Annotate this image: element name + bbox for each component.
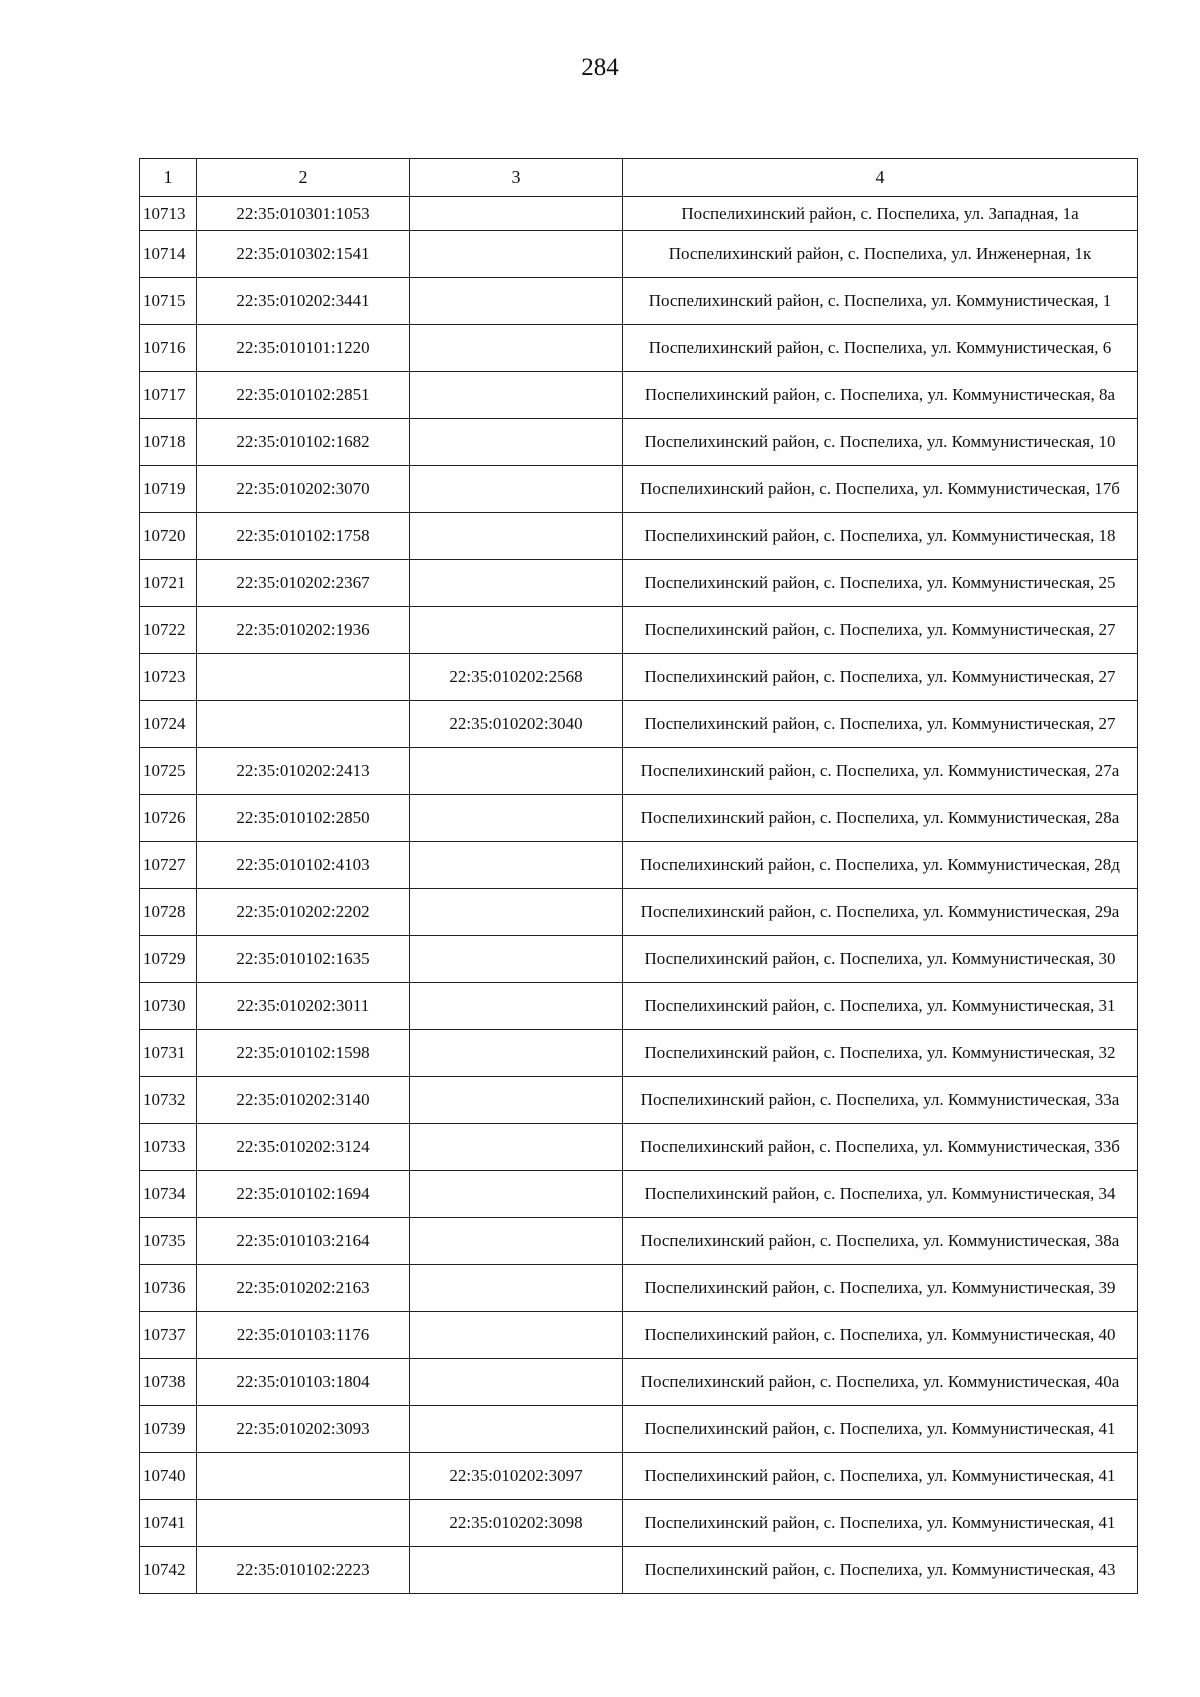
table-row (140, 372, 1138, 419)
address-cell: Поспелихинский район, с. Поспелиха, ул. Коммунистическая, 27 (623, 607, 1138, 654)
cadastral-number-cell: 22:35:010202:2202 (197, 889, 410, 936)
cadastral-number-cell: 22:35:010103:1176 (197, 1312, 410, 1359)
cadastral-number-alt-cell (410, 278, 623, 325)
cadastral-number-alt-cell (410, 842, 623, 889)
row-number-cell: 10738 (140, 1359, 197, 1406)
row-number-cell: 10732 (140, 1077, 197, 1124)
cadastral-number-cell: 22:35:010102:1694 (197, 1171, 410, 1218)
table-row (140, 1500, 1138, 1547)
table-row (140, 1406, 1138, 1453)
cadastral-number-cell (197, 654, 410, 701)
row-number-cell: 10731 (140, 1030, 197, 1077)
cadastral-number-alt-cell (410, 466, 623, 513)
table-row (140, 701, 1138, 748)
cadastral-number-cell: 22:35:010202:3124 (197, 1124, 410, 1171)
row-number-cell: 10727 (140, 842, 197, 889)
cadastral-number-cell: 22:35:010301:1053 (197, 197, 410, 231)
cadastral-number-cell: 22:35:010102:2851 (197, 372, 410, 419)
row-number-cell: 10742 (140, 1547, 197, 1594)
column-header-1: 1 (140, 159, 197, 197)
address-cell: Поспелихинский район, с. Поспелиха, ул. Коммунистическая, 28а (623, 795, 1138, 842)
cadastral-number-alt-cell (410, 1547, 623, 1594)
table-row (140, 513, 1138, 560)
cadastral-number-alt-cell (410, 513, 623, 560)
address-cell: Поспелихинский район, с. Поспелиха, ул. Коммунистическая, 28д (623, 842, 1138, 889)
row-number-cell: 10734 (140, 1171, 197, 1218)
cadastral-number-cell: 22:35:010202:3093 (197, 1406, 410, 1453)
address-cell: Поспелихинский район, с. Поспелиха, ул. Коммунистическая, 33б (623, 1124, 1138, 1171)
cadastral-number-alt-cell (410, 607, 623, 654)
address-cell: Поспелихинский район, с. Поспелиха, ул. Коммунистическая, 31 (623, 983, 1138, 1030)
address-cell: Поспелихинский район, с. Поспелиха, ул. Коммунистическая, 41 (623, 1453, 1138, 1500)
address-cell: Поспелихинский район, с. Поспелиха, ул. Коммунистическая, 27а (623, 748, 1138, 795)
address-cell: Поспелихинский район, с. Поспелиха, ул. Коммунистическая, 41 (623, 1500, 1138, 1547)
row-number-cell: 10723 (140, 654, 197, 701)
row-number-cell: 10741 (140, 1500, 197, 1547)
table-row (140, 419, 1138, 466)
row-number-cell: 10739 (140, 1406, 197, 1453)
table-row (140, 936, 1138, 983)
address-cell: Поспелихинский район, с. Поспелиха, ул. Коммунистическая, 40 (623, 1312, 1138, 1359)
row-number-cell: 10724 (140, 701, 197, 748)
address-cell: Поспелихинский район, с. Поспелиха, ул. Коммунистическая, 41 (623, 1406, 1138, 1453)
address-cell: Поспелихинский район, с. Поспелиха, ул. Коммунистическая, 25 (623, 560, 1138, 607)
address-cell: Поспелихинский район, с. Поспелиха, ул. Коммунистическая, 38а (623, 1218, 1138, 1265)
cadastral-number-alt-cell (410, 419, 623, 466)
cadastral-number-alt-cell (410, 372, 623, 419)
cadastral-number-cell: 22:35:010101:1220 (197, 325, 410, 372)
address-cell: Поспелихинский район, с. Поспелиха, ул. Коммунистическая, 27 (623, 701, 1138, 748)
cadastral-number-cell: 22:35:010202:3441 (197, 278, 410, 325)
cadastral-number-alt-cell (410, 1312, 623, 1359)
address-cell: Поспелихинский район, с. Поспелиха, ул. Коммунистическая, 43 (623, 1547, 1138, 1594)
row-number-cell: 10719 (140, 466, 197, 513)
cadastral-number-cell: 22:35:010102:2850 (197, 795, 410, 842)
cadastral-number-alt-cell (410, 325, 623, 372)
cadastral-number-cell: 22:35:010102:1682 (197, 419, 410, 466)
cadastral-number-cell: 22:35:010102:4103 (197, 842, 410, 889)
row-number-cell: 10735 (140, 1218, 197, 1265)
address-cell: Поспелихинский район, с. Поспелиха, ул. Коммунистическая, 27 (623, 654, 1138, 701)
cadastral-number-alt-cell (410, 748, 623, 795)
cadastral-number-cell: 22:35:010202:3140 (197, 1077, 410, 1124)
row-number-cell: 10725 (140, 748, 197, 795)
row-number-cell: 10715 (140, 278, 197, 325)
cadastral-number-alt-cell (410, 560, 623, 607)
row-number-cell: 10713 (140, 197, 197, 231)
table-row (140, 1453, 1138, 1500)
table-row (140, 560, 1138, 607)
address-cell: Поспелихинский район, с. Поспелиха, ул. Коммунистическая, 30 (623, 936, 1138, 983)
row-number-cell: 10729 (140, 936, 197, 983)
table-row (140, 278, 1138, 325)
cadastral-number-alt-cell (410, 889, 623, 936)
table-row (140, 983, 1138, 1030)
row-number-cell: 10726 (140, 795, 197, 842)
table-row (140, 748, 1138, 795)
cadastral-number-cell: 22:35:010103:2164 (197, 1218, 410, 1265)
address-cell: Поспелихинский район, с. Поспелиха, ул. Коммунистическая, 29а (623, 889, 1138, 936)
table-row (140, 795, 1138, 842)
row-number-cell: 10721 (140, 560, 197, 607)
row-number-cell: 10730 (140, 983, 197, 1030)
address-cell: Поспелихинский район, с. Поспелиха, ул. Коммунистическая, 8а (623, 372, 1138, 419)
row-number-cell: 10737 (140, 1312, 197, 1359)
cadastral-number-alt-cell (410, 1077, 623, 1124)
page-number: 284 (581, 54, 619, 81)
row-number-cell: 10740 (140, 1453, 197, 1500)
cadastral-number-alt-cell (410, 231, 623, 278)
row-number-cell: 10717 (140, 372, 197, 419)
cadastral-number-alt-cell (410, 1124, 623, 1171)
cadastral-number-cell: 22:35:010102:1758 (197, 513, 410, 560)
cadastral-number-alt-cell (410, 197, 623, 231)
address-cell: Поспелихинский район, с. Поспелиха, ул. Коммунистическая, 40а (623, 1359, 1138, 1406)
cadastral-number-cell (197, 1500, 410, 1547)
cadastral-number-cell: 22:35:010202:3070 (197, 466, 410, 513)
cadastral-number-cell: 22:35:010102:1635 (197, 936, 410, 983)
cadastral-number-cell: 22:35:010202:1936 (197, 607, 410, 654)
cadastral-number-cell: 22:35:010202:2163 (197, 1265, 410, 1312)
cadastral-number-alt-cell (410, 1171, 623, 1218)
cadastral-number-alt-cell: 22:35:010202:3040 (410, 701, 623, 748)
cadastral-number-alt-cell (410, 795, 623, 842)
cadastral-number-alt-cell (410, 983, 623, 1030)
cadastral-number-cell (197, 701, 410, 748)
table-row (140, 1077, 1138, 1124)
row-number-cell: 10714 (140, 231, 197, 278)
row-number-cell: 10716 (140, 325, 197, 372)
cadastral-number-alt-cell (410, 1218, 623, 1265)
address-cell: Поспелихинский район, с. Поспелиха, ул. Коммунистическая, 6 (623, 325, 1138, 372)
address-cell: Поспелихинский район, с. Поспелиха, ул. Коммунистическая, 32 (623, 1030, 1138, 1077)
column-header-4: 4 (623, 159, 1138, 197)
cadastral-number-alt-cell (410, 1030, 623, 1077)
table-row (140, 607, 1138, 654)
cadastral-number-cell: 22:35:010102:1598 (197, 1030, 410, 1077)
address-cell: Поспелихинский район, с. Поспелиха, ул. Коммунистическая, 10 (623, 419, 1138, 466)
table-row (140, 1218, 1138, 1265)
table-row (140, 1359, 1138, 1406)
cadastral-number-alt-cell (410, 1359, 623, 1406)
cadastral-number-alt-cell (410, 1265, 623, 1312)
table-row (140, 197, 1138, 231)
row-number-cell: 10736 (140, 1265, 197, 1312)
cadastral-number-alt-cell (410, 936, 623, 983)
column-header-2: 2 (197, 159, 410, 197)
address-cell: Поспелихинский район, с. Поспелиха, ул. Коммунистическая, 1 (623, 278, 1138, 325)
cadastral-number-cell: 22:35:010202:2413 (197, 748, 410, 795)
table-row (140, 1171, 1138, 1218)
table-row (140, 1124, 1138, 1171)
cadastral-number-alt-cell (410, 1406, 623, 1453)
table-row (140, 231, 1138, 278)
address-cell: Поспелихинский район, с. Поспелиха, ул. Коммунистическая, 17б (623, 466, 1138, 513)
cadastral-number-alt-cell: 22:35:010202:3098 (410, 1500, 623, 1547)
address-cell: Поспелихинский район, с. Поспелиха, ул. Западная, 1а (623, 197, 1138, 231)
address-cell: Поспелихинский район, с. Поспелиха, ул. Инженерная, 1к (623, 231, 1138, 278)
row-number-cell: 10728 (140, 889, 197, 936)
cadastral-number-cell: 22:35:010102:2223 (197, 1547, 410, 1594)
table-body (140, 197, 1138, 1594)
address-cell: Поспелихинский район, с. Поспелиха, ул. Коммунистическая, 39 (623, 1265, 1138, 1312)
table-row (140, 654, 1138, 701)
cadastral-number-cell: 22:35:010202:3011 (197, 983, 410, 1030)
cadastral-number-alt-cell: 22:35:010202:3097 (410, 1453, 623, 1500)
cadastral-number-alt-cell: 22:35:010202:2568 (410, 654, 623, 701)
address-cell: Поспелихинский район, с. Поспелиха, ул. Коммунистическая, 34 (623, 1171, 1138, 1218)
cadastral-number-cell: 22:35:010302:1541 (197, 231, 410, 278)
table-row (140, 1312, 1138, 1359)
table-row (140, 842, 1138, 889)
registry-table (139, 158, 1138, 1594)
table-row (140, 466, 1138, 513)
table-row (140, 325, 1138, 372)
column-header-3: 3 (410, 159, 623, 197)
table-row (140, 1030, 1138, 1077)
table-header-row (140, 159, 1138, 197)
table-row (140, 889, 1138, 936)
cadastral-number-cell: 22:35:010103:1804 (197, 1359, 410, 1406)
row-number-cell: 10722 (140, 607, 197, 654)
cadastral-number-cell: 22:35:010202:2367 (197, 560, 410, 607)
row-number-cell: 10718 (140, 419, 197, 466)
row-number-cell: 10733 (140, 1124, 197, 1171)
row-number-cell: 10720 (140, 513, 197, 560)
table-row (140, 1265, 1138, 1312)
address-cell: Поспелихинский район, с. Поспелиха, ул. Коммунистическая, 18 (623, 513, 1138, 560)
address-cell: Поспелихинский район, с. Поспелиха, ул. Коммунистическая, 33а (623, 1077, 1138, 1124)
cadastral-number-cell (197, 1453, 410, 1500)
table-row (140, 1547, 1138, 1594)
